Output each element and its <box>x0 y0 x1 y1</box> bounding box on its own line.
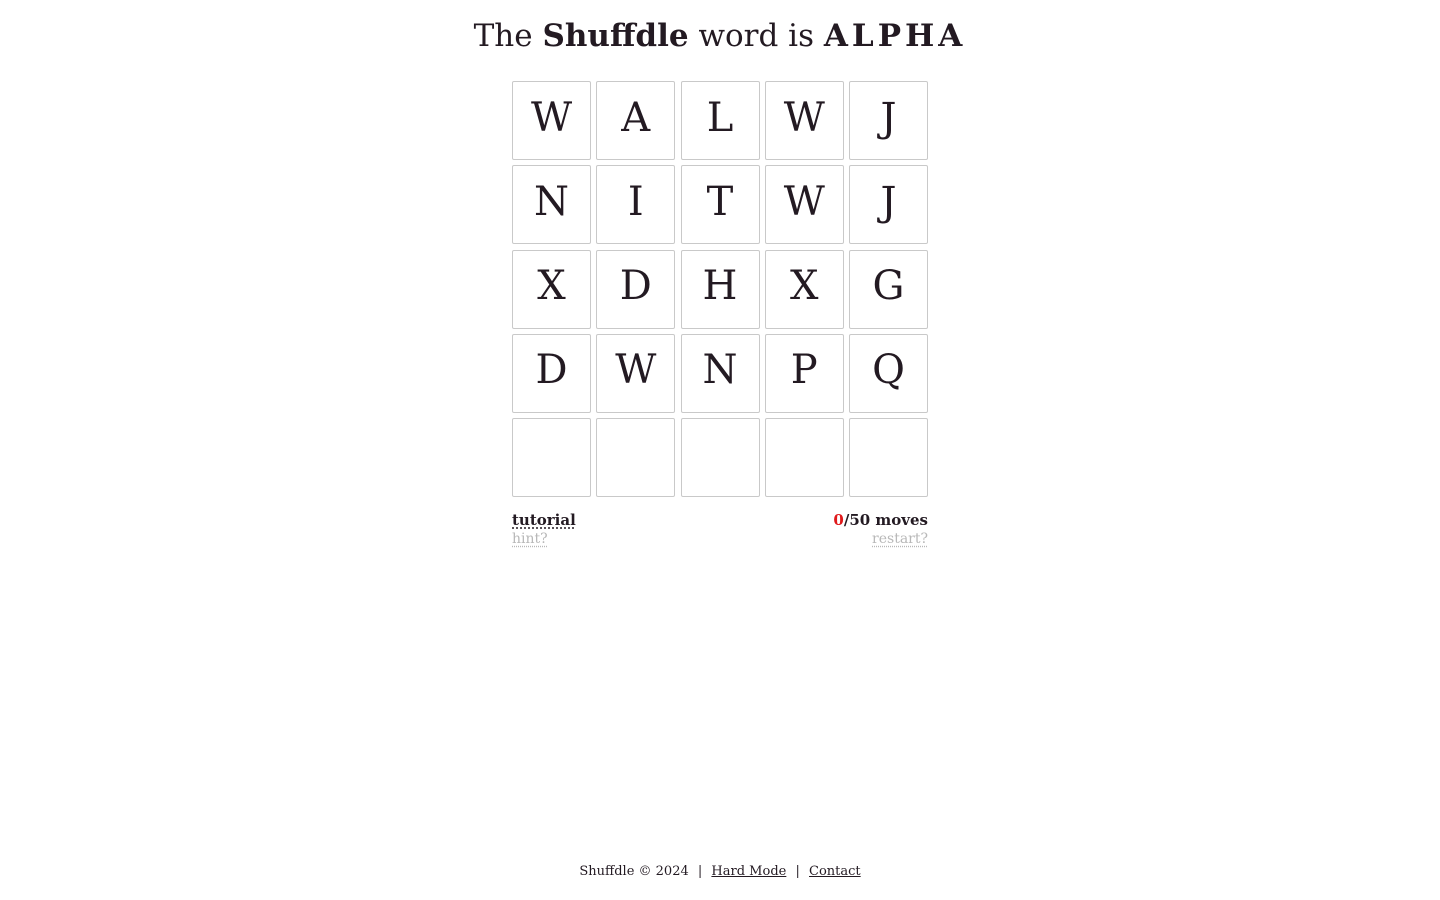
board-tile[interactable]: G <box>849 250 928 329</box>
hint-link[interactable]: hint? <box>512 531 548 547</box>
board-tile[interactable]: T <box>681 165 760 244</box>
board-tile[interactable]: X <box>765 250 844 329</box>
board-tile[interactable]: J <box>849 81 928 160</box>
board-tile[interactable] <box>681 418 760 497</box>
title-middle: word is <box>698 18 814 54</box>
board-tile[interactable]: L <box>681 81 760 160</box>
board-tile[interactable] <box>596 418 675 497</box>
game-name: Shuffdle <box>542 18 689 54</box>
controls-right <box>833 511 928 548</box>
hard-mode-link[interactable]: Hard Mode <box>711 864 787 879</box>
board-tile[interactable] <box>512 418 591 497</box>
board-tile[interactable]: Q <box>849 334 928 413</box>
board-tile[interactable]: X <box>512 250 591 329</box>
tutorial-link[interactable]: tutorial <box>512 511 576 529</box>
contact-link[interactable]: Contact <box>809 864 861 879</box>
moves-used: 0 <box>833 511 844 529</box>
moves-counter <box>833 511 928 530</box>
board-tile[interactable]: A <box>596 81 675 160</box>
title-prefix: The <box>473 18 533 54</box>
moves-total: /50 moves <box>843 511 928 529</box>
board-tile[interactable]: J <box>849 165 928 244</box>
board-tile[interactable]: D <box>596 250 675 329</box>
restart-link[interactable]: restart? <box>872 531 928 547</box>
board-tile[interactable]: W <box>765 81 844 160</box>
board-tile[interactable]: I <box>596 165 675 244</box>
target-word: ALPHA <box>823 18 967 54</box>
board-tile[interactable]: P <box>765 334 844 413</box>
board-tile[interactable]: D <box>512 334 591 413</box>
board-tile[interactable]: H <box>681 250 760 329</box>
footer-separator: | <box>795 864 800 879</box>
footer-copyright: Shuffdle © 2024 <box>579 864 689 879</box>
board-tile[interactable]: W <box>596 334 675 413</box>
board-tile[interactable] <box>765 418 844 497</box>
game-controls <box>512 511 928 551</box>
footer <box>0 864 1440 879</box>
board-tile[interactable]: N <box>681 334 760 413</box>
board-tile[interactable] <box>849 418 928 497</box>
controls-left <box>512 511 576 548</box>
board-tile[interactable]: W <box>765 165 844 244</box>
board-tile[interactable]: N <box>512 165 591 244</box>
game-board <box>512 81 928 497</box>
board-tile[interactable]: W <box>512 81 591 160</box>
page-title <box>0 14 1440 58</box>
footer-separator: | <box>697 864 703 879</box>
